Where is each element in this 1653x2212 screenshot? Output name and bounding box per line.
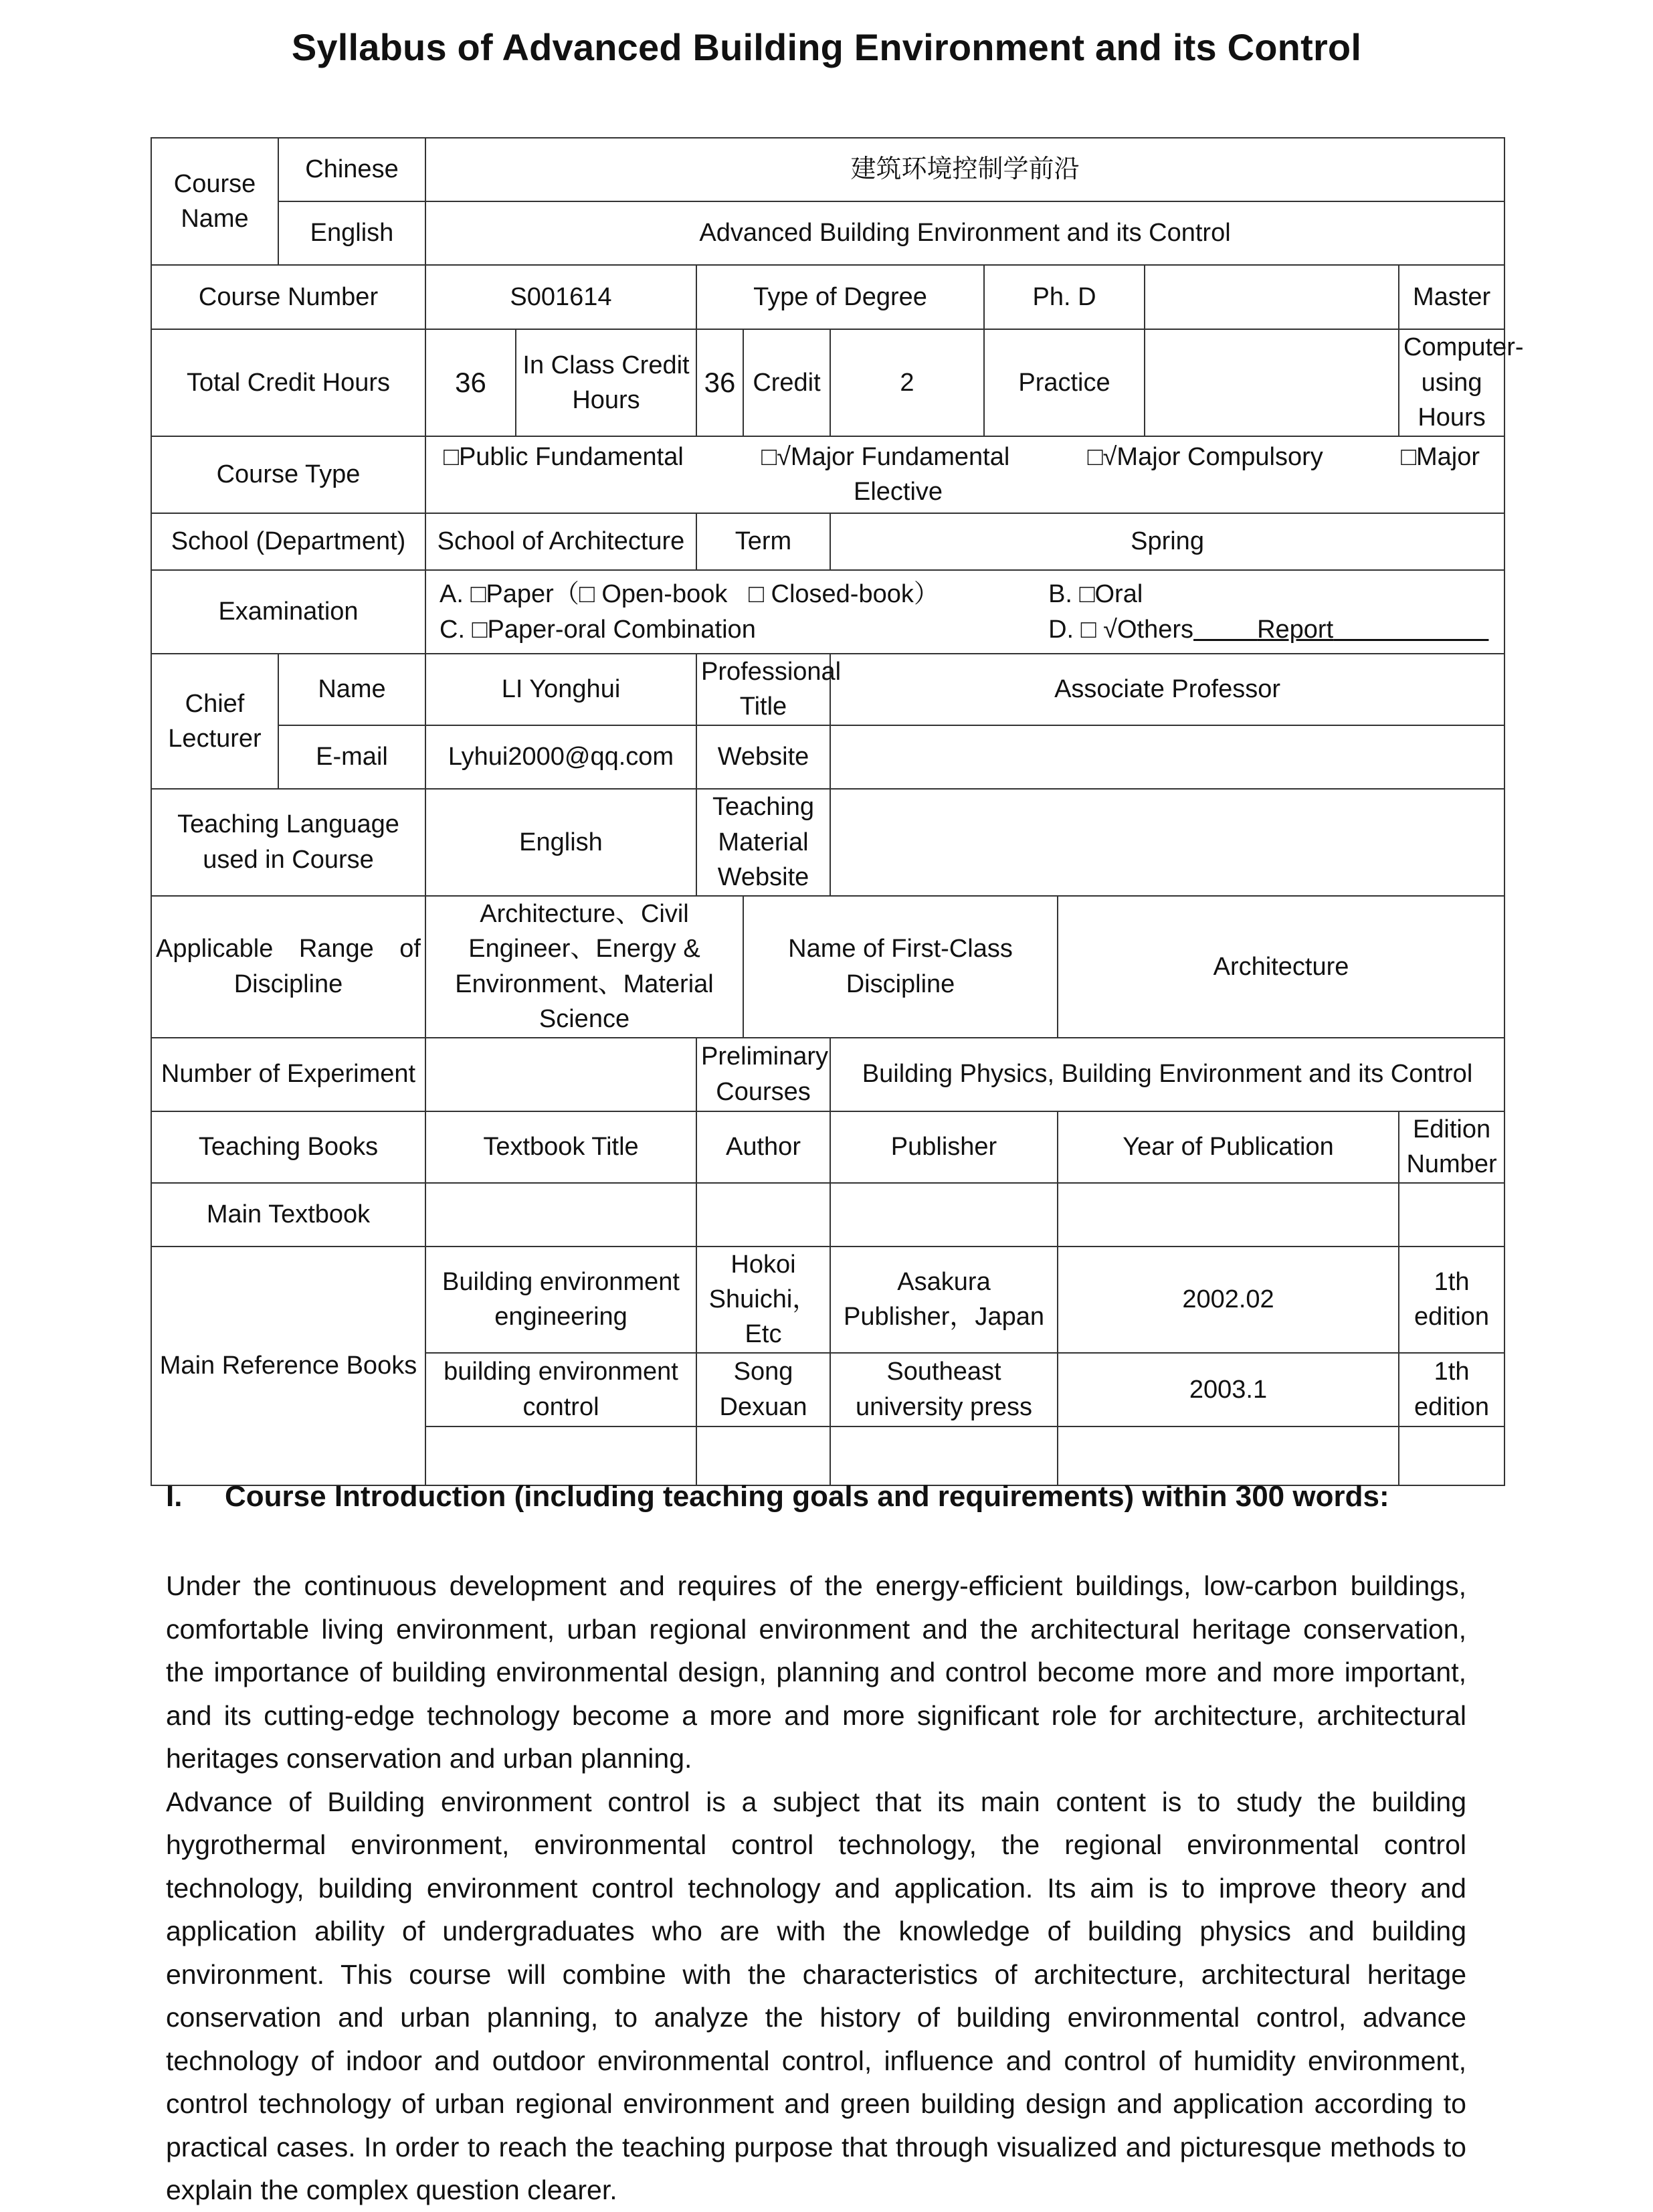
section-1-body	[166, 1564, 1466, 2212]
term-label: Term	[696, 513, 830, 570]
preliminary-courses-label: Preliminary Courses	[696, 1038, 830, 1111]
document-title: Syllabus of Advanced Building Environment and its Control	[291, 26, 1362, 68]
lecturer-email-label: E-mail	[278, 725, 425, 789]
course-type-option-major-compulsory: □√Major Compulsory	[1087, 443, 1323, 471]
reference-book-author-empty	[696, 1426, 830, 1485]
reference-book-edition: 1th edition	[1399, 1353, 1504, 1426]
main-textbook-edition	[1399, 1183, 1504, 1247]
reference-book-year: 2002.02	[1058, 1247, 1399, 1353]
term-value: Spring	[830, 513, 1504, 570]
reference-book-year-empty	[1058, 1426, 1399, 1485]
preliminary-courses-value: Building Physics, Building Environment and its Control	[830, 1038, 1504, 1111]
teaching-material-website-label: Teaching Material Website	[696, 789, 830, 896]
chief-lecturer-label: Chief Lecturer	[151, 654, 278, 789]
course-name-label: Course Name	[151, 138, 278, 265]
credit-label: Credit	[743, 329, 830, 436]
school-value: School of Architecture	[425, 513, 696, 570]
course-type-option-public-fundamental: □Public Fundamental	[444, 443, 684, 471]
applicable-range-value-line1: Architecture、Civil Engineer、Energy &	[468, 899, 700, 963]
first-class-discipline-label: Name of First-Class Discipline	[743, 896, 1058, 1038]
professional-title-label: Professional Title	[696, 654, 830, 725]
lecturer-name-label: Name	[278, 654, 425, 725]
website-label: Website	[696, 725, 830, 789]
applicable-range-label-line1: Applicable Range of	[156, 935, 421, 963]
course-number-label: Course Number	[151, 265, 425, 329]
total-credit-hours-value: 36	[425, 329, 516, 436]
course-type-options	[425, 436, 1504, 513]
reference-book-title: building environment control	[425, 1353, 696, 1426]
reference-book-publisher: Southeast university press	[830, 1353, 1058, 1426]
credit-value: 2	[830, 329, 984, 436]
type-of-degree-label: Type of Degree	[696, 265, 984, 329]
reference-book-publisher: Asakura Publisher，Japan	[830, 1247, 1058, 1353]
main-textbook-label: Main Textbook	[151, 1183, 425, 1247]
computer-using-hours-label: Computer-using Hours	[1399, 329, 1504, 436]
school-label: School (Department)	[151, 513, 425, 570]
course-type-option-elective: Elective	[854, 478, 943, 506]
main-textbook-author	[696, 1183, 830, 1247]
chinese-name-value: 建筑环境控制学前沿	[425, 138, 1504, 201]
professional-title-value: Associate Professor	[830, 654, 1504, 725]
main-textbook-title	[425, 1183, 696, 1247]
applicable-range-label	[151, 896, 425, 1038]
main-textbook-year	[1058, 1183, 1399, 1247]
main-textbook-publisher	[830, 1183, 1058, 1247]
section-1-heading	[166, 1480, 1504, 1513]
english-name-value: Advanced Building Environment and its Control	[425, 201, 1504, 265]
column-edition-number: Edition Number	[1399, 1111, 1504, 1183]
number-of-experiment-value	[425, 1038, 696, 1111]
phd-label: Ph. D	[984, 265, 1145, 329]
exam-option-others	[1048, 612, 1493, 647]
applicable-range-value-line2: Environment、Material Science	[455, 970, 714, 1034]
exam-others-value: Report	[1257, 615, 1334, 644]
practice-value	[1145, 329, 1399, 436]
applicable-range-label-line2: Discipline	[233, 970, 343, 998]
reference-book-title: Building environment engineering	[425, 1247, 696, 1353]
exam-option-paper-oral: C. □Paper-oral Combination	[440, 615, 756, 644]
column-author: Author	[696, 1111, 830, 1183]
reference-book-year: 2003.1	[1058, 1353, 1399, 1426]
exam-others-prefix: D. □ √Others	[1048, 615, 1194, 644]
examination-label: Examination	[151, 570, 425, 654]
reference-book-author: Hokoi Shuichi，Etc	[696, 1247, 830, 1353]
section-1-paragraph: Under the continuous development and requires of the energy-efficient buildings, low-carbon buildings, comfortable living environment, urban regional environment and the architectural heritage conservation, the importance of building environmental design, planning and control become more and more important, and its cutting-edge technology become a more and more significant role for architecture, architectural heritages conservation and urban planning.	[166, 1570, 1466, 1774]
course-info-table	[151, 137, 1524, 1486]
website-value	[830, 725, 1504, 789]
phd-mark	[1145, 265, 1399, 329]
master-label: Master	[1399, 265, 1504, 329]
teaching-language-value: English	[425, 789, 696, 896]
reference-book-author: Song Dexuan	[696, 1353, 830, 1426]
section-1-paragraph: Advance of Building environment control is a subject that its main content is to study the building hygrothermal environment, environmental control technology, the regional environmental control technology, building environment control technology and application. Its aim is to improve theory and application ability of undergraduates who are with the knowledge of building physics and building environment. This course will combine with the characteristics of architecture, architectural heritage conservation and urban planning, to analyze the history of building environmental control, advance technology of indoor and outdoor environmental control, influence and control of humidity environment, control technology of urban regional environment and green building design and application according to practical cases. In order to reach the teaching purpose that through visualized and picturesque methods to explain the complex question clearer.	[166, 1786, 1466, 2205]
chinese-label: Chinese	[278, 138, 425, 201]
total-credit-hours-label: Total Credit Hours	[151, 329, 425, 436]
teaching-language-label: Teaching Language used in Course	[151, 789, 425, 896]
applicable-range-value	[425, 896, 743, 1038]
column-publisher: Publisher	[830, 1111, 1058, 1183]
reference-book-title-empty	[425, 1426, 696, 1485]
column-year-of-publication: Year of Publication	[1058, 1111, 1399, 1183]
section-1-title: Course Introduction (including teaching goals and requirements) within 300 words:	[225, 1480, 1389, 1513]
column-textbook-title: Textbook Title	[425, 1111, 696, 1183]
lecturer-name-value: LI Yonghui	[425, 654, 696, 725]
exam-option-paper: A. □Paper（□ Open-book □ Closed-book）	[440, 580, 939, 609]
in-class-credit-hours-label: In Class Credit Hours	[516, 329, 696, 436]
reference-book-edition-empty	[1399, 1426, 1504, 1485]
teaching-books-label: Teaching Books	[151, 1111, 425, 1183]
teaching-material-website-value	[830, 789, 1504, 896]
section-1-number: I.	[166, 1480, 183, 1513]
reference-book-edition: 1th edition	[1399, 1247, 1504, 1353]
reference-book-publisher-empty	[830, 1426, 1058, 1485]
lecturer-email-value: Lyhui2000@qq.com	[425, 725, 696, 789]
number-of-experiment-label: Number of Experiment	[151, 1038, 425, 1111]
english-label: English	[278, 201, 425, 265]
main-reference-books-label: Main Reference Books	[151, 1247, 425, 1485]
examination-options	[425, 570, 1504, 654]
practice-label: Practice	[984, 329, 1145, 436]
exam-option-oral: B. □Oral	[1048, 580, 1143, 609]
course-type-option-major-fundamental: □√Major Fundamental	[761, 443, 1010, 471]
course-type-label: Course Type	[151, 436, 425, 513]
course-type-option-major: □Major	[1401, 443, 1480, 471]
in-class-credit-hours-value: 36	[696, 329, 743, 436]
course-number-value: S001614	[425, 265, 696, 329]
first-class-discipline-value: Architecture	[1058, 896, 1504, 1038]
